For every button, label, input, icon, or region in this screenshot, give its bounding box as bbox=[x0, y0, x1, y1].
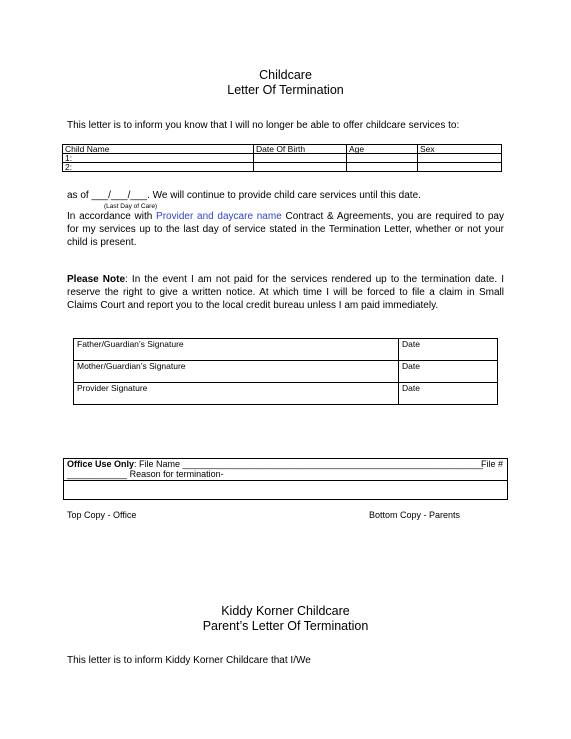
second-intro-text: This letter is to inform Kiddy Korner Childcare that I/We bbox=[67, 655, 311, 666]
note-text: : In the event I am not paid for the services rendered up to the termination date. I reserve the right to give a written notice. At which time I will be forced to file a claim in Small Claims Court and report you to the local credit bureau unless I am paid immediately. bbox=[67, 274, 504, 311]
office-file-line bbox=[67, 459, 483, 469]
row-label: 1: bbox=[63, 154, 254, 163]
signature-row bbox=[74, 383, 498, 405]
mother-date-field[interactable]: Date bbox=[399, 361, 498, 383]
table-cell[interactable] bbox=[254, 163, 347, 172]
row-label: 2: bbox=[63, 163, 254, 172]
page-subtitle: Letter Of Termination bbox=[227, 83, 344, 97]
provider-date-field[interactable]: Date bbox=[399, 383, 498, 405]
note-label: Please Note bbox=[67, 274, 126, 285]
table-header-row bbox=[63, 145, 502, 154]
provider-name-field[interactable]: Provider and daycare name bbox=[156, 211, 282, 222]
child-table bbox=[62, 144, 502, 172]
header-date-of-birth: Date Of Birth bbox=[254, 145, 347, 154]
bottom-copy-label: Bottom Copy - Parents bbox=[369, 510, 461, 520]
provider-signature-field[interactable]: Provider Signature bbox=[74, 383, 399, 405]
header-age: Age bbox=[347, 145, 418, 154]
as-of-suffix: We will continue to provide child care services until this date. bbox=[152, 190, 421, 201]
page-title: Childcare bbox=[259, 68, 312, 82]
reason-field[interactable]: ____________ Reason for termination- bbox=[67, 469, 224, 479]
second-title: Kiddy Korner Childcare bbox=[221, 604, 350, 618]
header-sex: Sex bbox=[418, 145, 502, 154]
accordance-paragraph bbox=[67, 210, 504, 249]
father-date-field[interactable]: Date bbox=[399, 339, 498, 361]
file-name-field[interactable]: : File Name ____________________________________________________________ bbox=[134, 459, 483, 469]
mother-signature-field[interactable]: Mother/Guardian’s Signature bbox=[74, 361, 399, 383]
second-subtitle: Parent’s Letter Of Termination bbox=[202, 619, 369, 633]
accordance-text-1: In accordance with bbox=[67, 211, 153, 222]
table-row bbox=[63, 154, 502, 163]
as-of-prefix: as of bbox=[67, 190, 89, 201]
signature-table bbox=[73, 338, 498, 405]
table-cell[interactable] bbox=[347, 154, 418, 163]
header-child-name: Child Name bbox=[63, 145, 254, 154]
as-of-line bbox=[67, 190, 507, 201]
top-copy-label: Top Copy - Office bbox=[67, 510, 137, 520]
table-cell[interactable] bbox=[347, 163, 418, 172]
accordance-text-2: Contract & Agreements, you are required to pay for my services up to the last day of service stated in the Termination Letter, whether or not your child is present. bbox=[67, 211, 504, 248]
file-number-field[interactable]: File # bbox=[480, 459, 503, 469]
office-use-label: Office Use Only bbox=[67, 459, 135, 469]
intro-text: This letter is to inform you know that I will no longer be able to offer childcare services to: bbox=[67, 120, 460, 131]
office-use-box bbox=[63, 458, 508, 500]
table-row bbox=[63, 163, 502, 172]
signature-row bbox=[74, 339, 498, 361]
table-cell[interactable] bbox=[418, 163, 502, 172]
table-cell[interactable] bbox=[254, 154, 347, 163]
table-cell[interactable] bbox=[418, 154, 502, 163]
date-blank[interactable]: ___/___/___. bbox=[91, 190, 150, 201]
note-paragraph bbox=[67, 273, 504, 312]
office-divider bbox=[64, 480, 507, 481]
father-signature-field[interactable]: Father/Guardian’s Signature bbox=[74, 339, 399, 361]
last-day-caption: (Last Day of Care) bbox=[104, 203, 158, 210]
signature-row bbox=[74, 361, 498, 383]
